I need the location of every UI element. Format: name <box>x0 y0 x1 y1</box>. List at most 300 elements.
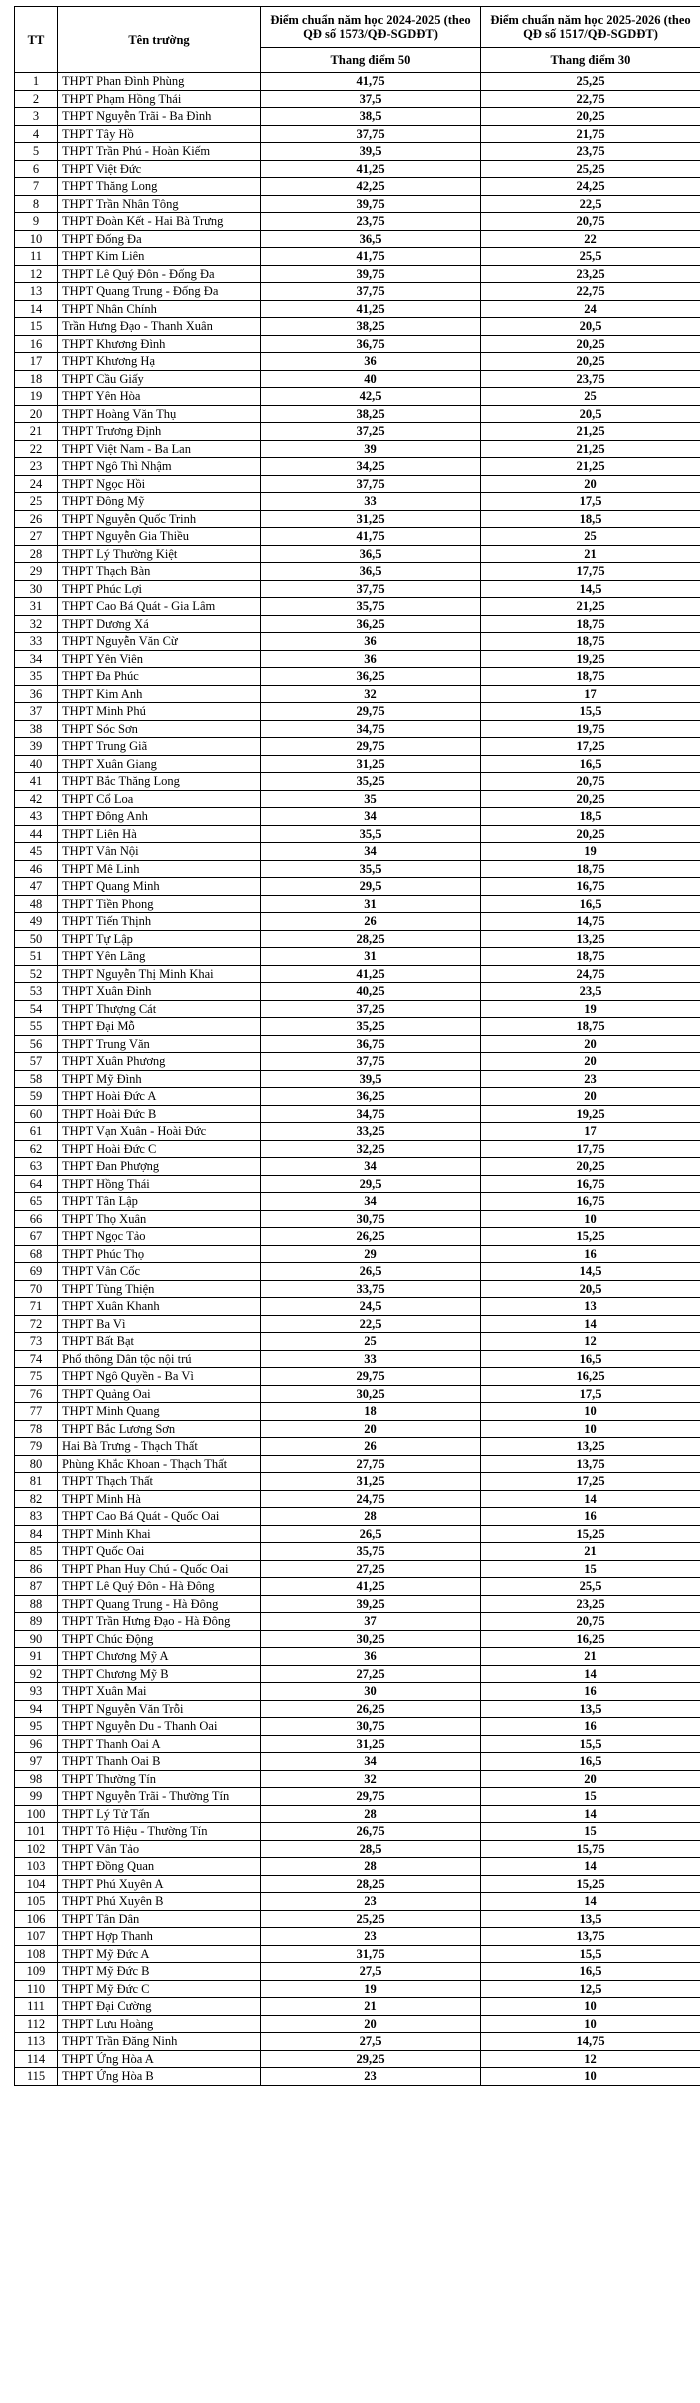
row-school-name: Trần Hưng Đạo - Thanh Xuân <box>58 318 261 336</box>
row-school-name: THPT Cao Bá Quát - Quốc Oai <box>58 1508 261 1526</box>
row-score-2025: 18,5 <box>481 808 700 826</box>
row-score-2025: 21 <box>481 1648 700 1666</box>
table-row <box>15 388 700 406</box>
row-school-name: THPT Hoài Đức A <box>58 1088 261 1106</box>
row-school-name: Phùng Khắc Khoan - Thạch Thất <box>58 1455 261 1473</box>
row-school-name: THPT Mỹ Đức B <box>58 1963 261 1981</box>
table-row <box>15 1070 700 1088</box>
table-row <box>15 1910 700 1928</box>
admission-score-table <box>14 6 700 2086</box>
row-score-2024: 41,25 <box>261 300 481 318</box>
table-row <box>15 108 700 126</box>
row-score-2024: 29,25 <box>261 2050 481 2068</box>
table-row <box>15 983 700 1001</box>
row-school-name: THPT Thạch Bàn <box>58 563 261 581</box>
table-row <box>15 650 700 668</box>
header-year2: Điểm chuẩn năm học 2025-2026 (theo QĐ số 1517/QĐ-SGDĐT) <box>481 7 700 48</box>
table-row <box>15 370 700 388</box>
row-score-2025: 17,25 <box>481 1473 700 1491</box>
row-tt: 85 <box>15 1543 58 1561</box>
row-score-2025: 20,5 <box>481 405 700 423</box>
row-score-2024: 26,5 <box>261 1263 481 1281</box>
row-score-2025: 22 <box>481 230 700 248</box>
table-row <box>15 1560 700 1578</box>
row-score-2024: 41,25 <box>261 965 481 983</box>
row-school-name: THPT Nguyễn Gia Thiều <box>58 528 261 546</box>
row-school-name: THPT Sóc Sơn <box>58 720 261 738</box>
row-score-2024: 26 <box>261 913 481 931</box>
table-row <box>15 843 700 861</box>
row-score-2025: 19,25 <box>481 650 700 668</box>
row-tt: 82 <box>15 1490 58 1508</box>
row-score-2024: 36 <box>261 353 481 371</box>
row-school-name: THPT Tùng Thiện <box>58 1280 261 1298</box>
header-year1-scale: Thang điểm 50 <box>261 48 481 73</box>
row-tt: 33 <box>15 633 58 651</box>
row-school-name: THPT Minh Hà <box>58 1490 261 1508</box>
row-tt: 103 <box>15 1858 58 1876</box>
row-score-2024: 20 <box>261 1420 481 1438</box>
row-score-2024: 23 <box>261 2068 481 2086</box>
row-score-2024: 28 <box>261 1805 481 1823</box>
row-score-2025: 17,5 <box>481 1385 700 1403</box>
row-school-name: THPT Ngọc Tảo <box>58 1228 261 1246</box>
row-school-name: Hai Bà Trưng - Thạch Thất <box>58 1438 261 1456</box>
row-score-2024: 36,5 <box>261 545 481 563</box>
row-score-2025: 15,25 <box>481 1875 700 1893</box>
row-school-name: THPT Thượng Cát <box>58 1000 261 1018</box>
row-score-2024: 29,5 <box>261 878 481 896</box>
row-score-2025: 16,5 <box>481 755 700 773</box>
row-tt: 67 <box>15 1228 58 1246</box>
row-score-2024: 41,75 <box>261 73 481 91</box>
row-tt: 23 <box>15 458 58 476</box>
row-score-2025: 14 <box>481 1805 700 1823</box>
table-row <box>15 1613 700 1631</box>
table-row <box>15 528 700 546</box>
row-school-name: THPT Ứng Hòa A <box>58 2050 261 2068</box>
row-score-2024: 23 <box>261 1893 481 1911</box>
row-score-2024: 25,25 <box>261 1910 481 1928</box>
table-row <box>15 1543 700 1561</box>
row-score-2025: 25,5 <box>481 248 700 266</box>
table-row <box>15 808 700 826</box>
row-score-2025: 20 <box>481 1035 700 1053</box>
row-score-2024: 26,25 <box>261 1228 481 1246</box>
row-score-2025: 15 <box>481 1560 700 1578</box>
row-tt: 60 <box>15 1105 58 1123</box>
row-tt: 57 <box>15 1053 58 1071</box>
row-school-name: Phổ thông Dân tộc nội trú <box>58 1350 261 1368</box>
row-score-2024: 31,25 <box>261 1735 481 1753</box>
row-score-2025: 14,5 <box>481 580 700 598</box>
row-tt: 24 <box>15 475 58 493</box>
row-score-2024: 27,75 <box>261 1455 481 1473</box>
row-tt: 20 <box>15 405 58 423</box>
row-score-2024: 21 <box>261 1998 481 2016</box>
table-row <box>15 475 700 493</box>
row-school-name: THPT Đồng Quan <box>58 1858 261 1876</box>
row-school-name: THPT Ứng Hòa B <box>58 2068 261 2086</box>
row-tt: 46 <box>15 860 58 878</box>
row-score-2025: 17,75 <box>481 563 700 581</box>
row-score-2024: 30 <box>261 1683 481 1701</box>
row-score-2024: 37,5 <box>261 90 481 108</box>
row-tt: 22 <box>15 440 58 458</box>
row-score-2025: 15,5 <box>481 1735 700 1753</box>
row-score-2025: 21 <box>481 545 700 563</box>
row-tt: 97 <box>15 1753 58 1771</box>
row-score-2024: 34,75 <box>261 1105 481 1123</box>
row-score-2024: 37,25 <box>261 423 481 441</box>
row-score-2024: 31 <box>261 948 481 966</box>
row-tt: 63 <box>15 1158 58 1176</box>
row-school-name: THPT Chương Mỹ A <box>58 1648 261 1666</box>
row-score-2024: 39,25 <box>261 1595 481 1613</box>
table-row <box>15 1035 700 1053</box>
table-row <box>15 335 700 353</box>
row-score-2024: 35,5 <box>261 860 481 878</box>
row-score-2025: 18,75 <box>481 1018 700 1036</box>
table-row <box>15 510 700 528</box>
row-score-2025: 16,75 <box>481 878 700 896</box>
row-score-2024: 32,25 <box>261 1140 481 1158</box>
table-row <box>15 265 700 283</box>
row-tt: 65 <box>15 1193 58 1211</box>
row-tt: 48 <box>15 895 58 913</box>
row-tt: 19 <box>15 388 58 406</box>
row-score-2025: 21,75 <box>481 125 700 143</box>
row-tt: 51 <box>15 948 58 966</box>
table-row <box>15 458 700 476</box>
row-score-2025: 21,25 <box>481 423 700 441</box>
row-tt: 90 <box>15 1630 58 1648</box>
row-tt: 54 <box>15 1000 58 1018</box>
row-school-name: THPT Quang Minh <box>58 878 261 896</box>
table-row <box>15 913 700 931</box>
table-row <box>15 895 700 913</box>
table-row <box>15 1245 700 1263</box>
table-row <box>15 1963 700 1981</box>
row-tt: 78 <box>15 1420 58 1438</box>
row-score-2025: 14 <box>481 1893 700 1911</box>
row-school-name: THPT Phan Đình Phùng <box>58 73 261 91</box>
row-score-2024: 37,75 <box>261 1053 481 1071</box>
row-school-name: THPT Nguyễn Trãi - Thường Tín <box>58 1788 261 1806</box>
row-school-name: THPT Phúc Lợi <box>58 580 261 598</box>
row-tt: 83 <box>15 1508 58 1526</box>
table-row <box>15 1158 700 1176</box>
table-row <box>15 1175 700 1193</box>
row-school-name: THPT Tiền Phong <box>58 895 261 913</box>
row-score-2024: 31 <box>261 895 481 913</box>
row-score-2024: 27,5 <box>261 2033 481 2051</box>
row-score-2024: 30,75 <box>261 1718 481 1736</box>
row-school-name: THPT Nguyễn Trãi - Ba Đình <box>58 108 261 126</box>
table-row <box>15 948 700 966</box>
row-score-2024: 34,25 <box>261 458 481 476</box>
row-score-2024: 27,25 <box>261 1560 481 1578</box>
row-tt: 58 <box>15 1070 58 1088</box>
row-tt: 52 <box>15 965 58 983</box>
row-score-2024: 20 <box>261 2015 481 2033</box>
row-score-2025: 18,75 <box>481 860 700 878</box>
row-score-2025: 15 <box>481 1788 700 1806</box>
row-tt: 102 <box>15 1840 58 1858</box>
row-school-name: THPT Tây Hồ <box>58 125 261 143</box>
table-row <box>15 1280 700 1298</box>
table-row <box>15 1473 700 1491</box>
row-tt: 71 <box>15 1298 58 1316</box>
row-score-2025: 15,5 <box>481 1945 700 1963</box>
row-score-2024: 27,25 <box>261 1665 481 1683</box>
table-row <box>15 545 700 563</box>
table-row <box>15 1140 700 1158</box>
row-score-2024: 36,25 <box>261 668 481 686</box>
row-school-name: THPT Lê Quý Đôn - Hà Đông <box>58 1578 261 1596</box>
row-school-name: THPT Liên Hà <box>58 825 261 843</box>
row-school-name: THPT Xuân Giang <box>58 755 261 773</box>
row-score-2024: 23 <box>261 1928 481 1946</box>
row-score-2025: 22,75 <box>481 283 700 301</box>
row-tt: 64 <box>15 1175 58 1193</box>
row-score-2025: 22,75 <box>481 90 700 108</box>
row-tt: 55 <box>15 1018 58 1036</box>
table-row <box>15 2015 700 2033</box>
row-tt: 99 <box>15 1788 58 1806</box>
row-score-2025: 20,25 <box>481 1158 700 1176</box>
row-score-2024: 40 <box>261 370 481 388</box>
row-score-2024: 42,5 <box>261 388 481 406</box>
row-school-name: THPT Thọ Xuân <box>58 1210 261 1228</box>
row-school-name: THPT Minh Quang <box>58 1403 261 1421</box>
row-score-2025: 18,75 <box>481 633 700 651</box>
row-school-name: THPT Việt Đức <box>58 160 261 178</box>
row-school-name: THPT Quốc Oai <box>58 1543 261 1561</box>
table-row <box>15 1840 700 1858</box>
table-row <box>15 1648 700 1666</box>
table-row <box>15 598 700 616</box>
row-school-name: THPT Nguyễn Quốc Trinh <box>58 510 261 528</box>
row-score-2025: 10 <box>481 2015 700 2033</box>
table-row <box>15 1595 700 1613</box>
row-school-name: THPT Quảng Oai <box>58 1385 261 1403</box>
row-score-2024: 22,5 <box>261 1315 481 1333</box>
table-row <box>15 2068 700 2086</box>
row-score-2024: 28 <box>261 1858 481 1876</box>
row-score-2025: 14 <box>481 1665 700 1683</box>
table-row <box>15 318 700 336</box>
row-tt: 70 <box>15 1280 58 1298</box>
table-row <box>15 615 700 633</box>
row-score-2024: 34 <box>261 1753 481 1771</box>
table-row <box>15 1735 700 1753</box>
row-school-name: THPT Xuân Khanh <box>58 1298 261 1316</box>
row-score-2025: 20,25 <box>481 335 700 353</box>
row-score-2025: 20,5 <box>481 318 700 336</box>
row-school-name: THPT Nhân Chính <box>58 300 261 318</box>
table-row <box>15 1455 700 1473</box>
row-score-2025: 20 <box>481 475 700 493</box>
row-school-name: THPT Xuân Mai <box>58 1683 261 1701</box>
row-score-2025: 13,25 <box>481 1438 700 1456</box>
row-score-2025: 10 <box>481 1420 700 1438</box>
row-school-name: THPT Đoàn Kết - Hai Bà Trưng <box>58 213 261 231</box>
row-tt: 95 <box>15 1718 58 1736</box>
row-score-2024: 31,25 <box>261 510 481 528</box>
row-school-name: THPT Nguyễn Văn Cừ <box>58 633 261 651</box>
table-row <box>15 1088 700 1106</box>
row-score-2025: 12,5 <box>481 1980 700 1998</box>
row-score-2025: 12 <box>481 1333 700 1351</box>
row-score-2025: 25,25 <box>481 73 700 91</box>
table-row <box>15 1403 700 1421</box>
table-row <box>15 213 700 231</box>
row-tt: 40 <box>15 755 58 773</box>
row-score-2024: 33 <box>261 1350 481 1368</box>
row-school-name: THPT Thạch Thất <box>58 1473 261 1491</box>
row-school-name: THPT Thanh Oai B <box>58 1753 261 1771</box>
row-tt: 9 <box>15 213 58 231</box>
row-school-name: THPT Lê Quý Đôn - Đống Đa <box>58 265 261 283</box>
row-school-name: THPT Trương Định <box>58 423 261 441</box>
row-school-name: THPT Hoài Đức B <box>58 1105 261 1123</box>
row-tt: 21 <box>15 423 58 441</box>
row-score-2025: 14,75 <box>481 2033 700 2051</box>
row-tt: 2 <box>15 90 58 108</box>
row-score-2025: 20,25 <box>481 825 700 843</box>
row-score-2024: 34 <box>261 1193 481 1211</box>
row-score-2025: 20,75 <box>481 773 700 791</box>
row-tt: 94 <box>15 1700 58 1718</box>
row-tt: 98 <box>15 1770 58 1788</box>
row-score-2024: 38,25 <box>261 318 481 336</box>
row-tt: 107 <box>15 1928 58 1946</box>
header-row <box>15 7 700 48</box>
row-score-2024: 41,25 <box>261 160 481 178</box>
table-row <box>15 1753 700 1771</box>
row-school-name: THPT Kim Anh <box>58 685 261 703</box>
table-row <box>15 1858 700 1876</box>
row-tt: 12 <box>15 265 58 283</box>
row-score-2025: 21,25 <box>481 598 700 616</box>
row-tt: 7 <box>15 178 58 196</box>
table-row <box>15 1700 700 1718</box>
table-row <box>15 125 700 143</box>
row-school-name: THPT Yên Hòa <box>58 388 261 406</box>
row-score-2024: 29 <box>261 1245 481 1263</box>
row-tt: 86 <box>15 1560 58 1578</box>
row-school-name: THPT Ba Vì <box>58 1315 261 1333</box>
row-school-name: THPT Phúc Thọ <box>58 1245 261 1263</box>
row-school-name: THPT Mỹ Đình <box>58 1070 261 1088</box>
table-row <box>15 1263 700 1281</box>
row-school-name: THPT Trần Hưng Đạo - Hà Đông <box>58 1613 261 1631</box>
row-score-2024: 26,75 <box>261 1823 481 1841</box>
table-row <box>15 685 700 703</box>
table-row <box>15 283 700 301</box>
row-tt: 26 <box>15 510 58 528</box>
row-score-2024: 38,25 <box>261 405 481 423</box>
row-score-2024: 23,75 <box>261 213 481 231</box>
row-tt: 10 <box>15 230 58 248</box>
row-score-2024: 26,25 <box>261 1700 481 1718</box>
row-score-2025: 16 <box>481 1245 700 1263</box>
row-school-name: THPT Mỹ Đức C <box>58 1980 261 1998</box>
row-score-2024: 31,25 <box>261 1473 481 1491</box>
row-tt: 39 <box>15 738 58 756</box>
row-tt: 47 <box>15 878 58 896</box>
table-row <box>15 860 700 878</box>
row-tt: 4 <box>15 125 58 143</box>
header-school: Tên trường <box>58 7 261 73</box>
row-score-2025: 25 <box>481 528 700 546</box>
table-row <box>15 248 700 266</box>
row-score-2025: 18,75 <box>481 615 700 633</box>
row-score-2024: 39,5 <box>261 1070 481 1088</box>
row-school-name: THPT Nguyễn Du - Thanh Oai <box>58 1718 261 1736</box>
row-score-2024: 36,5 <box>261 563 481 581</box>
row-school-name: THPT Yên Viên <box>58 650 261 668</box>
table-row <box>15 930 700 948</box>
row-school-name: THPT Thường Tín <box>58 1770 261 1788</box>
row-school-name: THPT Cổ Loa <box>58 790 261 808</box>
row-score-2025: 25,25 <box>481 160 700 178</box>
table-row <box>15 1105 700 1123</box>
row-score-2024: 37,75 <box>261 125 481 143</box>
row-tt: 88 <box>15 1595 58 1613</box>
row-tt: 50 <box>15 930 58 948</box>
row-score-2024: 29,75 <box>261 1368 481 1386</box>
row-score-2025: 10 <box>481 1210 700 1228</box>
row-tt: 44 <box>15 825 58 843</box>
table-row <box>15 1788 700 1806</box>
row-tt: 84 <box>15 1525 58 1543</box>
row-school-name: THPT Kim Liên <box>58 248 261 266</box>
row-tt: 25 <box>15 493 58 511</box>
row-score-2025: 19 <box>481 1000 700 1018</box>
row-tt: 79 <box>15 1438 58 1456</box>
row-school-name: THPT Tân Dân <box>58 1910 261 1928</box>
row-tt: 80 <box>15 1455 58 1473</box>
row-score-2024: 24,75 <box>261 1490 481 1508</box>
row-score-2025: 23 <box>481 1070 700 1088</box>
row-score-2025: 19,75 <box>481 720 700 738</box>
table-row <box>15 230 700 248</box>
table-row <box>15 1998 700 2016</box>
row-score-2025: 14 <box>481 1315 700 1333</box>
row-score-2024: 34 <box>261 1158 481 1176</box>
row-tt: 113 <box>15 2033 58 2051</box>
row-score-2025: 16,5 <box>481 1963 700 1981</box>
row-score-2025: 14 <box>481 1858 700 1876</box>
row-score-2024: 39,75 <box>261 265 481 283</box>
row-score-2025: 12 <box>481 2050 700 2068</box>
row-score-2024: 19 <box>261 1980 481 1998</box>
row-school-name: THPT Lưu Hoàng <box>58 2015 261 2033</box>
row-score-2024: 29,75 <box>261 703 481 721</box>
table-row <box>15 1875 700 1893</box>
row-school-name: THPT Việt Nam - Ba Lan <box>58 440 261 458</box>
row-tt: 68 <box>15 1245 58 1263</box>
table-body <box>15 73 700 2086</box>
row-school-name: THPT Đa Phúc <box>58 668 261 686</box>
row-score-2024: 37,75 <box>261 283 481 301</box>
table-row <box>15 1578 700 1596</box>
row-score-2024: 24,5 <box>261 1298 481 1316</box>
row-tt: 32 <box>15 615 58 633</box>
row-school-name: THPT Vân Cốc <box>58 1263 261 1281</box>
